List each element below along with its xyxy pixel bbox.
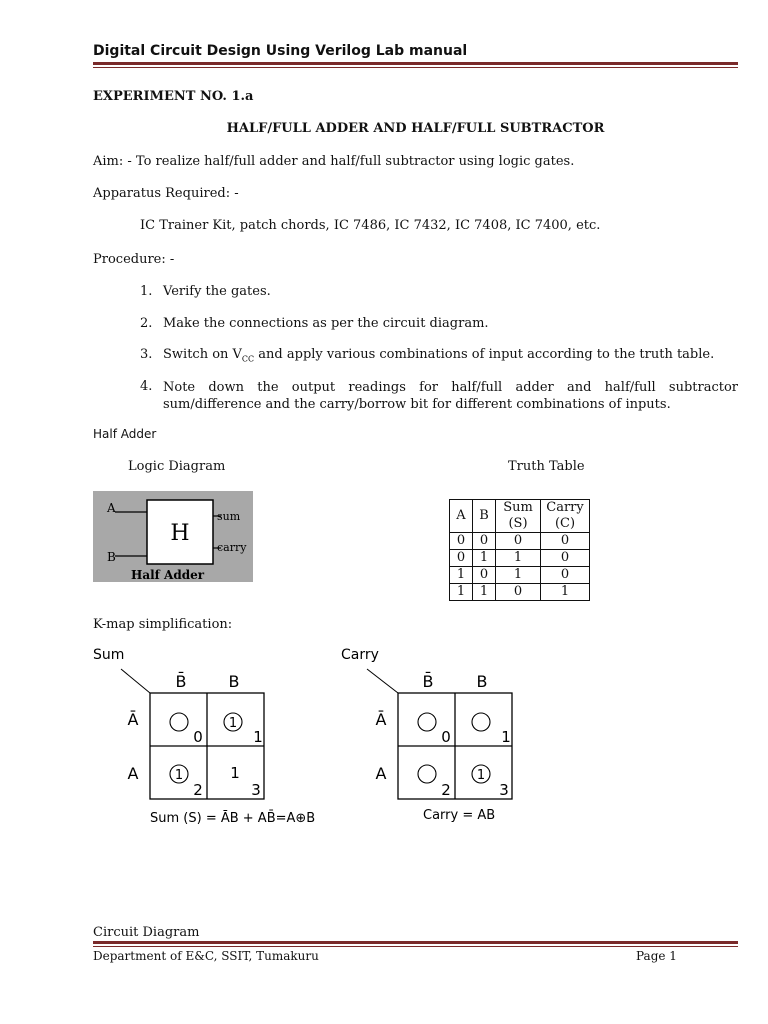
- kmap-cell-index: 3: [499, 781, 509, 799]
- kmap-title: Sum: [93, 647, 125, 663]
- half-adder-block-diagram: [93, 491, 253, 582]
- kmap-figure: [93, 642, 523, 827]
- section-heading-half-adder: Half Adder: [93, 427, 157, 441]
- kmap-cell-circle: [418, 765, 436, 783]
- kmap-cell-circle: [418, 713, 436, 731]
- apparatus-label: Apparatus Required: -: [93, 186, 239, 201]
- kmap-row-label: Ā: [127, 710, 139, 729]
- procedure-step-text: Make the connections as per the circuit diagram.: [163, 316, 489, 331]
- procedure-step-number: 1.: [140, 284, 153, 299]
- apparatus-text: IC Trainer Kit, patch chords, IC 7486, IC 7432, IC 7408, IC 7400, etc.: [140, 218, 601, 233]
- procedure-step-number: 2.: [140, 316, 153, 331]
- truth-table: [449, 499, 590, 601]
- kmap-col-label: B: [476, 672, 488, 691]
- column-header: Carry (C): [541, 500, 590, 533]
- procedure-step-text: Verify the gates.: [163, 284, 271, 299]
- kmap-cell-value: 1: [228, 716, 238, 731]
- kmap-cell-circle: [472, 713, 490, 731]
- output-carry-label: carry: [217, 541, 247, 554]
- aim-text: Aim: - To realize half/full adder and half/full subtractor using logic gates.: [93, 154, 575, 169]
- input-a-label: A: [107, 501, 116, 515]
- table-header-row: [450, 500, 590, 533]
- procedure-label: Procedure: -: [93, 252, 175, 267]
- table-row: 1 0 1 0: [450, 567, 590, 584]
- kmap-cell-value: 1: [476, 768, 486, 783]
- kmap-col-label: B: [228, 672, 240, 691]
- procedure-step-text: Note down the output readings for half/full adder and half/full subtractor sum/difference and the carry/borrow bit for different combinations of inputs.: [163, 380, 738, 412]
- block-caption: Half Adder: [131, 568, 205, 582]
- truth-table-label: Truth Table: [508, 459, 585, 474]
- experiment-title: HALF/FULL ADDER AND HALF/FULL SUBTRACTOR: [226, 121, 605, 136]
- kmap-cell-index: 2: [441, 781, 451, 799]
- kmap-cell-index: 0: [441, 728, 451, 746]
- kmap-cell-value: 1: [174, 768, 184, 783]
- input-b-label: B: [107, 550, 116, 564]
- procedure-step-number: 4.: [140, 379, 153, 394]
- kmap-equation: Carry = AB: [423, 808, 496, 823]
- kmap-col-label: B̄: [175, 672, 187, 691]
- document-header-title: Digital Circuit Design Using Verilog Lab manual: [93, 43, 468, 59]
- kmap-col-label: B̄: [422, 672, 434, 691]
- kmap-cell-circle: [170, 713, 188, 731]
- kmap-cell-index: 3: [251, 781, 261, 799]
- kmap-carry: [341, 647, 512, 823]
- experiment-number: EXPERIMENT NO. 1.a: [93, 89, 254, 104]
- column-header: B: [473, 500, 496, 533]
- kmap-row-label: A: [375, 764, 387, 783]
- output-sum-label: sum: [217, 510, 241, 523]
- table-row: 1 1 0 1: [450, 584, 590, 601]
- procedure-step-number: 3.: [140, 347, 153, 362]
- procedure-step-text: Switch on $V_{CC}$ and apply various combinations of input according to the truth table.: [163, 347, 715, 364]
- table-row: 0 1 1 0: [450, 550, 590, 567]
- kmap-cell-value: 1: [230, 764, 240, 782]
- footer-page-number: Page 1: [636, 949, 677, 963]
- circuit-diagram-label: Circuit Diagram: [93, 925, 200, 940]
- kmap-row-label: Ā: [375, 710, 387, 729]
- kmap-cell-index: 0: [193, 728, 203, 746]
- footer-rule: [93, 941, 738, 947]
- column-header: Sum (S): [496, 500, 541, 533]
- kmap-title: Carry: [341, 647, 379, 663]
- footer-department: Department of E&C, SSIT, Tumakuru: [93, 949, 319, 963]
- kmap-cell-index: 2: [193, 781, 203, 799]
- block-symbol: H: [170, 521, 190, 546]
- kmap-cell-index: 1: [501, 728, 511, 746]
- kmap-cell-index: 1: [253, 728, 263, 746]
- table-row: 0 0 0 0: [450, 533, 590, 550]
- column-header: A: [450, 500, 473, 533]
- logic-diagram-label: Logic Diagram: [128, 459, 226, 474]
- kmap-label: K-map simplification:: [93, 617, 233, 632]
- kmap-sum: [93, 647, 315, 826]
- half-adder-symbol-icon: [93, 491, 253, 582]
- kmap-equation: Sum (S) = ĀB + AB̄=A⊕B: [150, 811, 316, 826]
- header-rule: [93, 62, 738, 68]
- kmap-row-label: A: [127, 764, 139, 783]
